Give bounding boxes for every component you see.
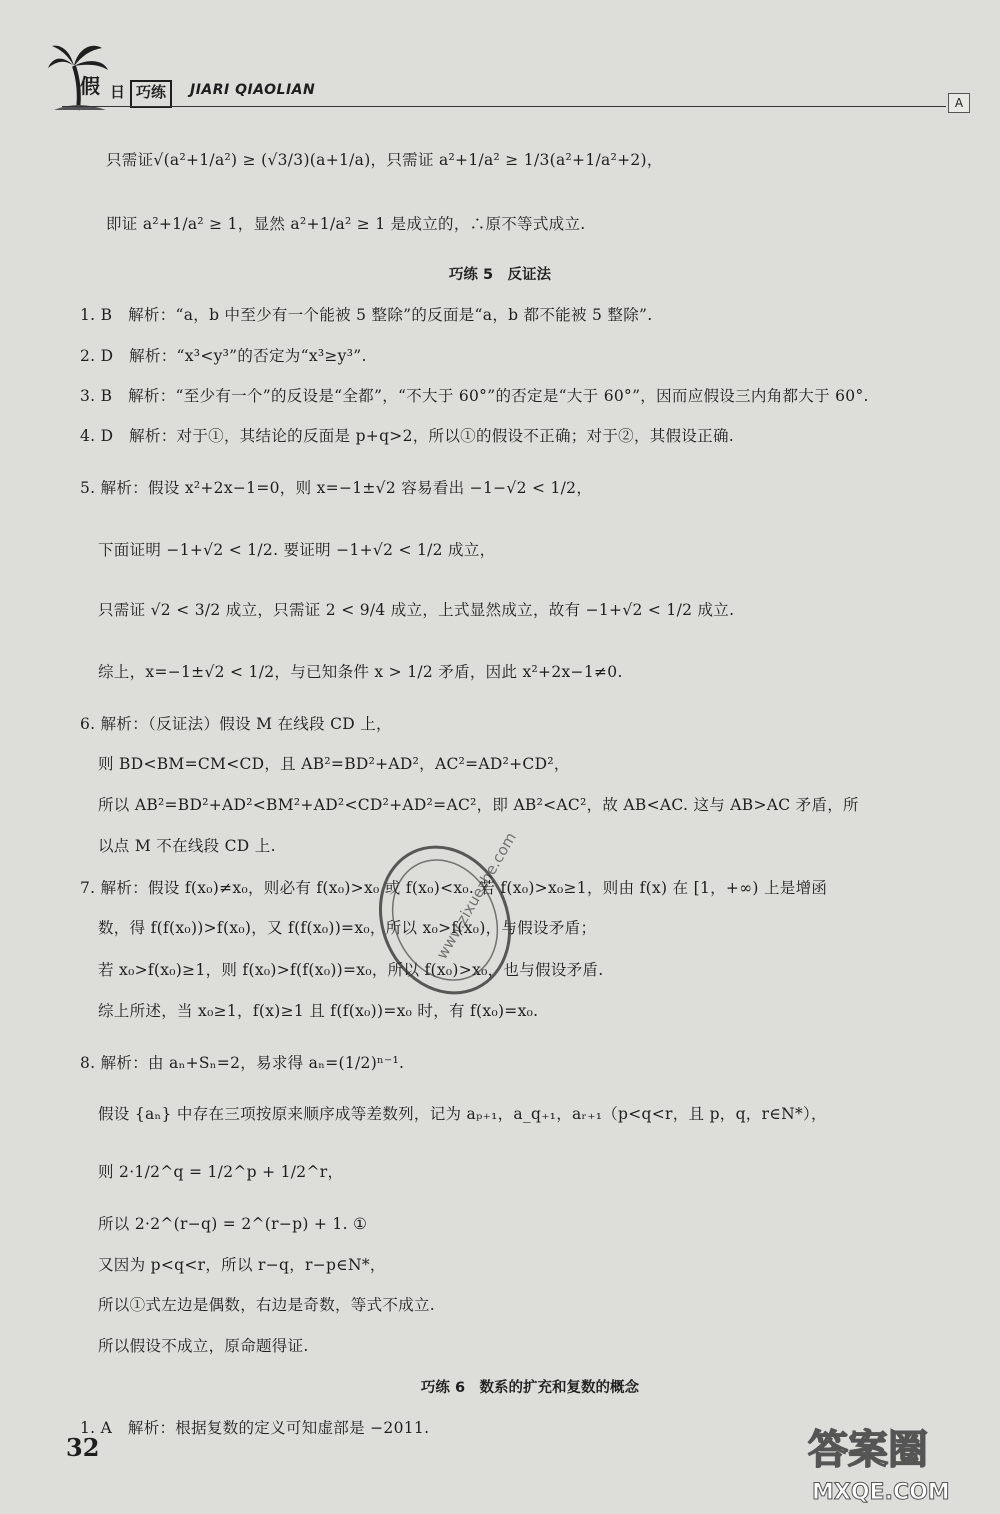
text-line: 所以 2·2^(r−q) = 2^(r−p) + 1. ① bbox=[98, 1215, 368, 1233]
answer-item: 3. B 解析：“至少有一个”的反设是“全都”，“不大于 60°”的否定是“大于 60°”，因而应假设三内角都大于 60°. bbox=[80, 387, 869, 405]
text-line: 综上，x=−1±√2 < 1/2，与已知条件 x > 1/2 矛盾，因此 x²+2x−1≠0. bbox=[98, 663, 623, 681]
text-line: 则 2·1/2^q = 1/2^p + 1/2^r， bbox=[98, 1163, 344, 1181]
header-divider bbox=[62, 106, 946, 107]
brand-day: 日 bbox=[110, 83, 126, 101]
text-line: 只需证 √2 < 3/2 成立，只需证 2 < 9/4 成立，上式显然成立，故有 −1+√2 < 1/2 成立. bbox=[98, 601, 735, 619]
answer-item: 6. 解析：（反证法）假设 M 在线段 CD 上， bbox=[80, 715, 392, 733]
seal-stamp-icon bbox=[350, 790, 550, 1040]
answer-item: 7. 解析：假设 f(x₀)≠x₀，则必有 f(x₀)>x₀ 或 f(x₀)<x₀. 若 f(x₀)>x₀≥1，则由 f(x) 在 [1，+∞) 上是增函 bbox=[80, 879, 828, 897]
section-title: 巧练 5 反证法 bbox=[448, 267, 552, 283]
text-line: 即证 a²+1/a² ≥ 1，显然 a²+1/a² ≥ 1 是成立的，∴原不等式成立. bbox=[106, 215, 586, 233]
answer-item: 1. A 解析：根据复数的定义可知虚部是 −2011. bbox=[80, 1419, 430, 1437]
answer-item: 4. D 解析：对于①，其结论的反面是 p+q>2，所以①的假设不正确；对于②，其假设正确. bbox=[80, 427, 734, 445]
answer-item: 8. 解析：由 aₙ+Sₙ=2，易求得 aₙ=(1/2)ⁿ⁻¹. bbox=[80, 1054, 405, 1072]
text-line: 则 BD<BM=CM<CD，且 AB²=BD²+AD²，AC²=AD²+CD²， bbox=[98, 755, 570, 773]
text-line: 又因为 p<q<r，所以 r−q，r−p∈N*， bbox=[98, 1256, 386, 1274]
text-line: 综上所述，当 x₀≥1，f(x)≥1 且 f(f(x₀))=x₀ 时，有 f(x₀)=x₀. bbox=[98, 1002, 539, 1020]
brand-latin-title: JIARI QIAOLIAN bbox=[190, 82, 316, 98]
page-header bbox=[0, 0, 1000, 115]
text-line: 假设 {aₙ} 中存在三项按原来顺序成等差数列，记为 aₚ₊₁，a_q₊₁，aᵣ₊₁（p<q<r，且 p，q，r∈N*）， bbox=[98, 1105, 827, 1123]
watermark-logo-icon bbox=[800, 1415, 985, 1507]
brand-qiaolian: 巧练 bbox=[130, 80, 172, 108]
answer-item: 1. B 解析：“a，b 中至少有一个能被 5 整除”的反面是“a，b 都不能被 5 整除”. bbox=[80, 306, 653, 324]
answer-item: 2. D 解析：“x³<y³”的否定为“x³≥y³”. bbox=[80, 347, 367, 365]
page-number: 32 bbox=[66, 1433, 100, 1462]
text-line: 所以 AB²=BD²+AD²<BM²+AD²<CD²+AD²=AC²，即 AB²<AC²，故 AB<AC. 这与 AB>AC 矛盾，所 bbox=[98, 796, 859, 814]
text-line: 只需证√(a²+1/a²) ≥ (√3/3)(a+1/a)，只需证 a²+1/a² ≥ 1/3(a²+1/a²+2)， bbox=[106, 151, 663, 169]
brand-jia: 假 bbox=[80, 74, 100, 98]
version-badge: A bbox=[948, 93, 970, 113]
text-line: 所以假设不成立，原命题得证. bbox=[98, 1337, 309, 1355]
seal-text: www.zixuezhe.com bbox=[432, 829, 520, 963]
watermark-line2: MXQE.COM bbox=[812, 1480, 950, 1505]
section-title: 巧练 6 数系的扩充和复数的概念 bbox=[420, 1380, 640, 1396]
answer-item: 5. 解析：假设 x²+2x−1=0，则 x=−1±√2 容易看出 −1−√2 < 1/2， bbox=[80, 479, 593, 497]
watermark-line1: 答案圈 bbox=[808, 1427, 928, 1473]
text-line: 以点 M 不在线段 CD 上. bbox=[98, 837, 276, 855]
text-line: 下面证明 −1+√2 < 1/2. 要证明 −1+√2 < 1/2 成立， bbox=[98, 541, 496, 559]
text-line: 所以①式左边是偶数，右边是奇数，等式不成立. bbox=[98, 1296, 436, 1314]
text-line: 数，得 f(f(x₀))>f(x₀)，又 f(f(x₀))=x₀，所以 x₀>f(x₀)，与假设矛盾； bbox=[98, 919, 597, 937]
text-line: 若 x₀>f(x₀)≥1，则 f(x₀)>f(f(x₀))=x₀，所以 f(x₀)>x₀，也与假设矛盾. bbox=[98, 961, 604, 979]
